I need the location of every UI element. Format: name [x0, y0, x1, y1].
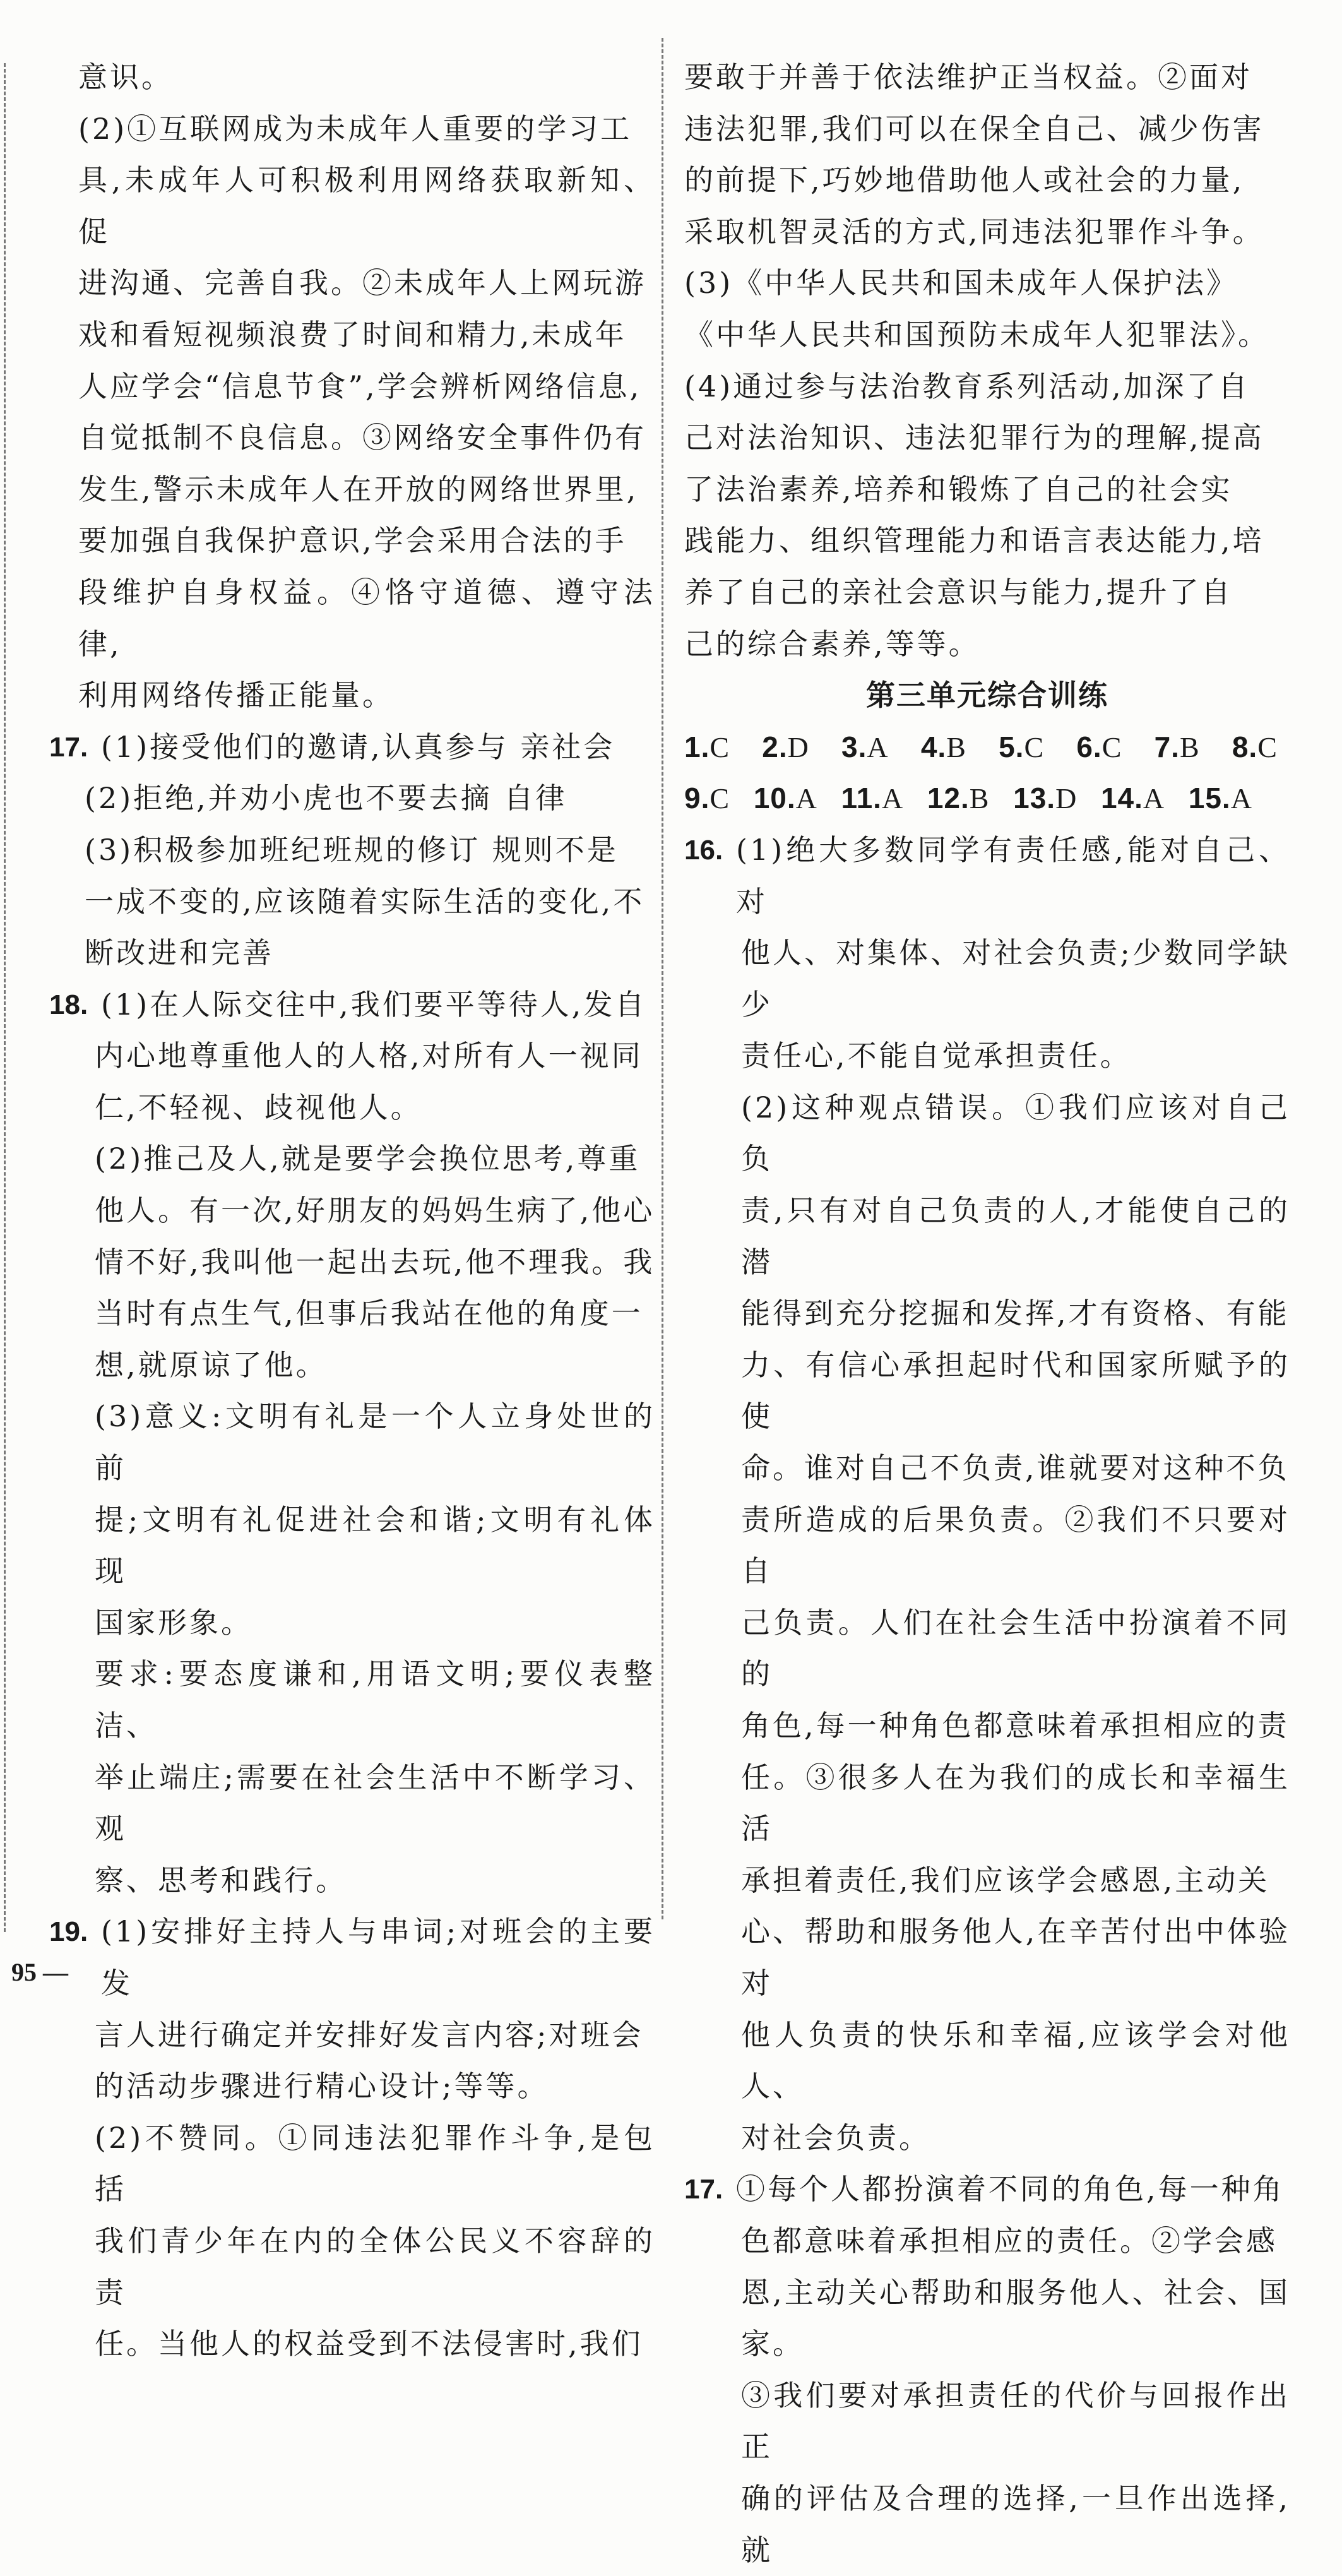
text-line: 违法犯罪,我们可以在保全自己、减少伤害	[684, 111, 1264, 146]
text-line: 察、思考和践行。	[95, 1863, 347, 1897]
choice-answer	[1232, 722, 1278, 773]
text-line: (3)《中华人民共和国未成年人保护法》	[684, 266, 1238, 301]
text-line: 言人进行确定并安排好发言内容;对班会	[95, 2017, 644, 2052]
page-number: 95 —	[11, 1958, 68, 1986]
text-line: 举止端庄;需要在社会生活中不断学习、观	[95, 1760, 655, 1846]
choice-number: 1.	[684, 730, 710, 763]
text-line: 己负责。人们在社会生活中扮演着不同的	[741, 1605, 1290, 1691]
text-line: 想,就原谅了他。	[95, 1347, 328, 1382]
question-first-line	[49, 1906, 655, 2009]
choice-answer	[1155, 722, 1200, 773]
choice-number: 9.	[684, 782, 710, 815]
text-line: (3)意义:文明有礼是一个人立身处世的前	[95, 1399, 655, 1486]
choice-answer	[1013, 773, 1077, 825]
text-line: 任。当他人的权益受到不法侵害时,我们	[95, 2327, 643, 2361]
choice-letter: D	[1055, 782, 1078, 815]
text-line: 了法治素养,培养和锻炼了自己的社会实	[684, 472, 1233, 506]
choice-letter: B	[946, 730, 966, 763]
choice-letter: C	[1102, 730, 1122, 763]
text-line: 内心地尊重他人的人格,对所有人一视同	[95, 1039, 643, 1073]
text-line: 发生,警示未成年人在开放的网络世界里,	[78, 472, 639, 506]
text-line: 养了自己的亲社会意识与能力,提升了自	[684, 575, 1233, 609]
choice-answer	[1101, 773, 1165, 825]
text-line: 意识。	[78, 60, 173, 94]
choice-answer	[762, 722, 809, 773]
left-column	[49, 52, 655, 2370]
text-line: 责,只有对自己负责的人,才能使自己的潜	[741, 1193, 1290, 1279]
question-text: ①每个人都扮演着不同的角色,每一种角	[736, 2172, 1285, 2207]
text-line: 一成不变的,应该随着实际生活的变化,不	[85, 884, 645, 919]
text-line: 自觉抵制不良信息。③网络安全事件仍有	[78, 420, 646, 455]
text-line: (2)不赞同。①同违法犯罪作斗争,是包括	[95, 2120, 655, 2207]
choice-answer	[841, 722, 889, 773]
choice-answer	[927, 773, 990, 825]
right-column	[684, 52, 1290, 2576]
choice-letter: C	[1257, 730, 1278, 763]
text-line: (4)通过参与法治教育系列活动,加深了自	[684, 369, 1250, 403]
text-line: 仁,不轻视、歧视他人。	[95, 1090, 422, 1124]
text-line: 《中华人民共和国预防未成年人犯罪法》。	[684, 317, 1269, 352]
text-line: 对社会负责。	[741, 2120, 930, 2155]
choice-letter: C	[710, 730, 730, 763]
choice-answer	[1076, 722, 1122, 773]
text-line: 能得到充分挖掘和发挥,才有资格、有能	[741, 1296, 1290, 1331]
question-number: 18.	[49, 989, 88, 1020]
choice-letter: A	[881, 782, 904, 815]
answer-row-2	[684, 773, 1290, 825]
question-first-line	[684, 825, 1290, 927]
text-line: (2)拒绝,并劝小虎也不要去摘 自律	[85, 781, 567, 816]
question-first-line	[49, 722, 655, 773]
text-line: (2)这种观点错误。①我们应该对自己负	[741, 1090, 1290, 1176]
text-line: 践能力、组织管理能力和语言表达能力,培	[684, 523, 1264, 558]
text-line: 责所造成的后果负责。②我们不只要对自	[741, 1502, 1290, 1589]
choice-answer	[754, 773, 817, 825]
choice-number: 3.	[841, 730, 867, 763]
text-line: 的前提下,巧妙地借助他人或社会的力量,	[684, 163, 1245, 198]
choice-answer	[684, 722, 730, 773]
choice-letter: D	[787, 730, 809, 763]
text-line: (2)①互联网成为未成年人重要的学习工	[78, 111, 632, 146]
column-divider-dashed-line	[662, 38, 663, 1919]
question-first-line	[49, 979, 655, 1031]
section-title: 第三单元综合训练	[866, 678, 1108, 713]
choice-answer	[1189, 773, 1252, 825]
choice-letter: B	[1179, 730, 1200, 763]
choice-number: 15.	[1188, 782, 1231, 815]
choice-answer	[841, 773, 904, 825]
text-line: 国家形象。	[95, 1605, 252, 1640]
answer-row-1	[684, 722, 1290, 773]
choice-letter: A	[867, 730, 889, 763]
text-line: 恩,主动关心帮助和服务他人、社会、国家。	[741, 2275, 1290, 2361]
choice-number: 14.	[1100, 782, 1143, 815]
text-line: 己的综合素养,等等。	[684, 626, 980, 661]
text-line: (3)积极参加班纪班规的修订 规则不是	[85, 832, 619, 867]
choice-letter: C	[710, 782, 730, 815]
text-line: ③我们要对承担责任的代价与回报作出正	[741, 2378, 1290, 2464]
choice-number: 12.	[927, 782, 970, 815]
text-line: 他人。有一次,好朋友的妈妈生病了,他心	[95, 1193, 655, 1228]
question-text: (1)绝大多数同学有责任感,能对自己、对	[736, 832, 1290, 919]
text-line: 具,未成年人可积极利用网络获取新知、促	[78, 163, 655, 249]
text-line: 己对法治知识、违法犯罪行为的理解,提高	[684, 420, 1264, 455]
text-line: 他人负责的快乐和幸福,应该学会对他人、	[741, 2017, 1290, 2104]
choice-number: 13.	[1013, 782, 1056, 815]
choice-number: 10.	[753, 782, 796, 815]
question-text: (1)安排好主持人与串词;对班会的主要发	[101, 1914, 655, 2000]
choice-letter: C	[1024, 730, 1045, 763]
text-line: 要敢于并善于依法维护正当权益。②面对	[684, 60, 1252, 94]
text-line: 要加强自我保护意识,学会采用合法的手	[78, 523, 627, 558]
text-line: 责任心,不能自觉承担责任。	[741, 1039, 1132, 1073]
choice-letter: A	[1143, 782, 1165, 815]
choice-number: 4.	[920, 730, 947, 763]
text-line: 要求:要态度谦和,用语文明;要仪表整洁、	[95, 1657, 655, 1743]
question-number: 17.	[49, 731, 88, 763]
text-line: 他人、对集体、对社会负责;少数同学缺少	[741, 936, 1290, 1022]
question-text: (1)接受他们的邀请,认真参与 亲社会	[101, 729, 615, 764]
text-line: 的活动步骤进行精心设计;等等。	[95, 2069, 549, 2104]
choice-number: 6.	[1076, 730, 1102, 763]
choice-number: 8.	[1232, 730, 1258, 763]
text-line: 情不好,我叫他一起出去玩,他不理我。我	[95, 1244, 655, 1279]
choice-answer	[999, 722, 1044, 773]
left-margin-dashed-line	[4, 63, 6, 1932]
text-line: 任。③很多人在为我们的成长和幸福生活	[741, 1760, 1290, 1846]
text-line: 戏和看短视频浪费了时间和精力,未成年	[78, 317, 627, 352]
text-line: 断改进和完善	[85, 936, 274, 970]
choice-number: 7.	[1154, 730, 1180, 763]
question-number: 17.	[684, 2174, 723, 2205]
choice-answer	[921, 722, 966, 773]
text-line: 色都意味着承担相应的责任。②学会感	[741, 2223, 1278, 2258]
choice-letter: A	[1230, 782, 1252, 815]
text-line: 角色,每一种角色都意味着承担相应的责	[741, 1708, 1290, 1743]
choice-number: 5.	[999, 730, 1024, 763]
text-line: 进沟通、完善自我。②未成年人上网玩游	[78, 266, 646, 301]
choice-answer	[684, 773, 730, 825]
choice-number: 11.	[841, 782, 882, 815]
text-line: 我们青少年在内的全体公民义不容辞的责	[95, 2223, 655, 2310]
choice-number: 2.	[762, 730, 788, 763]
right-column-top-text	[684, 52, 1290, 670]
text-line: 段维护自身权益。④恪守道德、遵守法律,	[78, 575, 655, 661]
text-line: 采取机智灵活的方式,同违法犯罪作斗争。	[684, 214, 1264, 249]
choice-letter: B	[969, 782, 990, 815]
text-line: 承担着责任,我们应该学会感恩,主动关	[741, 1863, 1270, 1897]
text-line: 利用网络传播正能量。	[78, 678, 394, 713]
text-line: 命。谁对自己不负责,谁就要对这种不负	[741, 1451, 1290, 1486]
question-text: (1)在人际交往中,我们要平等待人,发自	[101, 987, 647, 1022]
text-line: 确的评估及合理的选择,一旦作出选择,就	[741, 2481, 1290, 2567]
text-line: (2)推己及人,就是要学会换位思考,尊重	[95, 1142, 641, 1176]
text-line: 心、帮助和服务他人,在辛苦付出中体验对	[741, 1914, 1290, 2000]
right-column-bottom-text	[684, 825, 1290, 2576]
question-number: 19.	[49, 1916, 88, 1948]
text-line: 人应学会“信息节食”,学会辨析网络信息,	[78, 369, 642, 403]
choice-letter: A	[795, 782, 817, 815]
question-number: 16.	[684, 834, 723, 866]
text-line: 提;文明有礼促进社会和谐;文明有礼体现	[95, 1502, 655, 1589]
text-line: 力、有信心承担起时代和国家所赋予的使	[741, 1347, 1290, 1434]
text-line: 当时有点生气,但事后我站在他的角度一	[95, 1296, 643, 1331]
question-first-line	[684, 2164, 1290, 2215]
